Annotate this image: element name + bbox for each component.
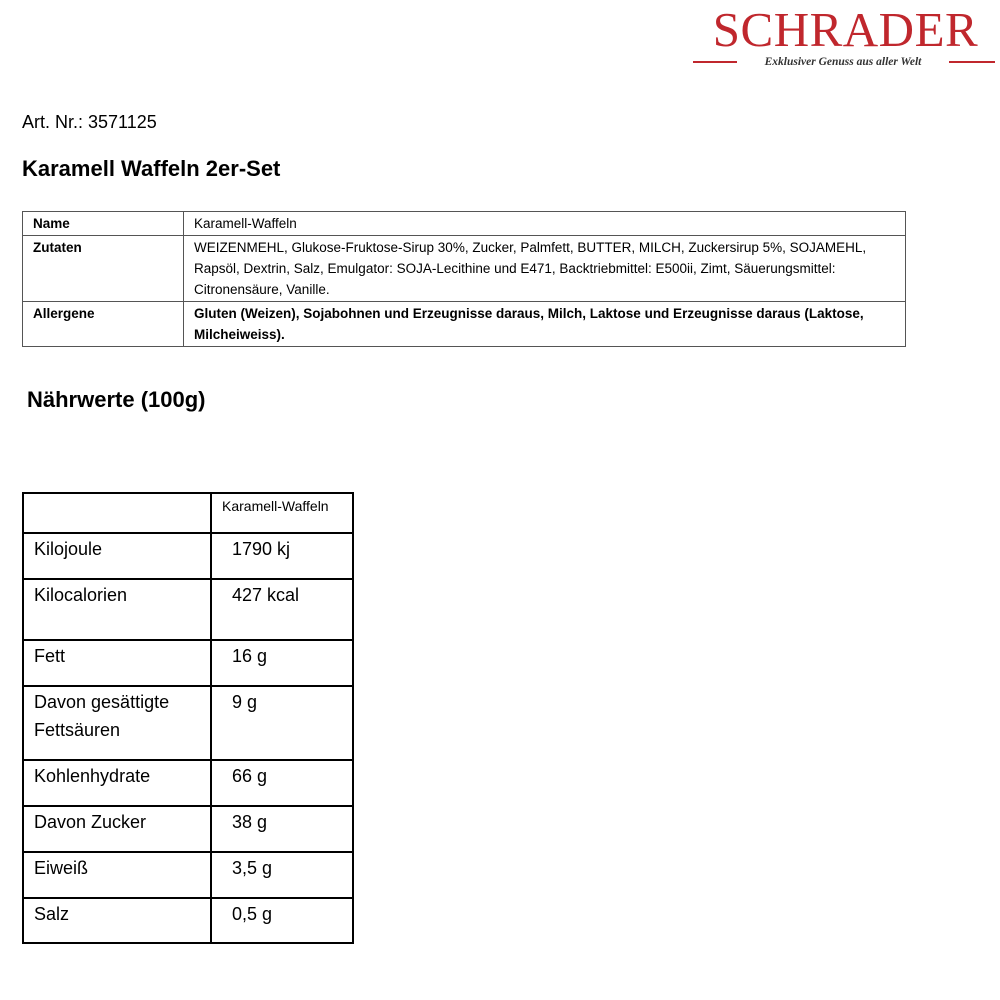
logo-rule-right <box>949 61 995 63</box>
nutrition-row <box>23 760 353 806</box>
nutrition-row <box>23 579 353 640</box>
nutrient-name: Kilocalorien <box>23 579 211 640</box>
nutrition-row <box>23 852 353 898</box>
nutrient-value: 9 g <box>211 686 353 760</box>
nutrient-value: 38 g <box>211 806 353 852</box>
schrader-logo <box>693 0 998 75</box>
info-row-ingredients <box>23 236 906 302</box>
info-row-name <box>23 212 906 236</box>
nutrition-row <box>23 898 353 943</box>
logo-tagline: Exklusiver Genuss aus aller Welt <box>764 56 922 68</box>
info-value: WEIZENMEHL, Glukose-Fruktose-Sirup 30%, Zucker, Palmfett, BUTTER, MILCH, Zuckersirup 5%, SOJAMEHL, Rapsöl, Dextrin, Salz, Emulgator: SOJA-Lecithine und E471, Backtriebmittel: E500ii, Zimt, Säuerungsmittel: Citronensäure, Vanille. <box>184 236 906 302</box>
article-number: Art. Nr.: 3571125 <box>22 112 157 132</box>
nutrition-row <box>23 686 353 760</box>
nutrient-name: Fett <box>23 640 211 686</box>
nutrition-row <box>23 640 353 686</box>
nutrition-header-row <box>23 493 353 533</box>
product-info-table <box>22 211 906 347</box>
product-title: Karamell Waffeln 2er-Set <box>22 156 281 181</box>
logo-wordmark: SCHRADER <box>712 2 979 57</box>
nutrient-name: Kohlenhydrate <box>23 760 211 806</box>
nutrient-name: Davon gesättigte Fettsäuren <box>23 686 211 760</box>
logo-rule-left <box>693 61 737 63</box>
info-label: Name <box>23 212 184 236</box>
nutrient-name: Salz <box>23 898 211 943</box>
nutrition-header-product: Karamell-Waffeln <box>211 493 353 533</box>
nutrient-value: 427 kcal <box>211 579 353 640</box>
nutrition-header-empty <box>23 493 211 533</box>
nutrient-value: 3,5 g <box>211 852 353 898</box>
nutrient-name: Davon Zucker <box>23 806 211 852</box>
info-label: Allergene <box>23 302 184 347</box>
nutrient-value: 0,5 g <box>211 898 353 943</box>
nutrient-value: 16 g <box>211 640 353 686</box>
nutrient-name: Kilojoule <box>23 533 211 579</box>
nutrient-value: 1790 kj <box>211 533 353 579</box>
info-value: Gluten (Weizen), Sojabohnen und Erzeugnisse daraus, Milch, Laktose und Erzeugnisse daraus (Laktose, Milcheiweiss). <box>184 302 906 347</box>
nutrient-name: Eiweiß <box>23 852 211 898</box>
info-label: Zutaten <box>23 236 184 302</box>
nutrition-title: Nährwerte (100g) <box>27 387 206 412</box>
nutrient-value: 66 g <box>211 760 353 806</box>
nutrition-row <box>23 806 353 852</box>
info-row-allergens <box>23 302 906 347</box>
nutrition-table <box>22 492 354 944</box>
info-value: Karamell-Waffeln <box>184 212 906 236</box>
nutrition-row <box>23 533 353 579</box>
